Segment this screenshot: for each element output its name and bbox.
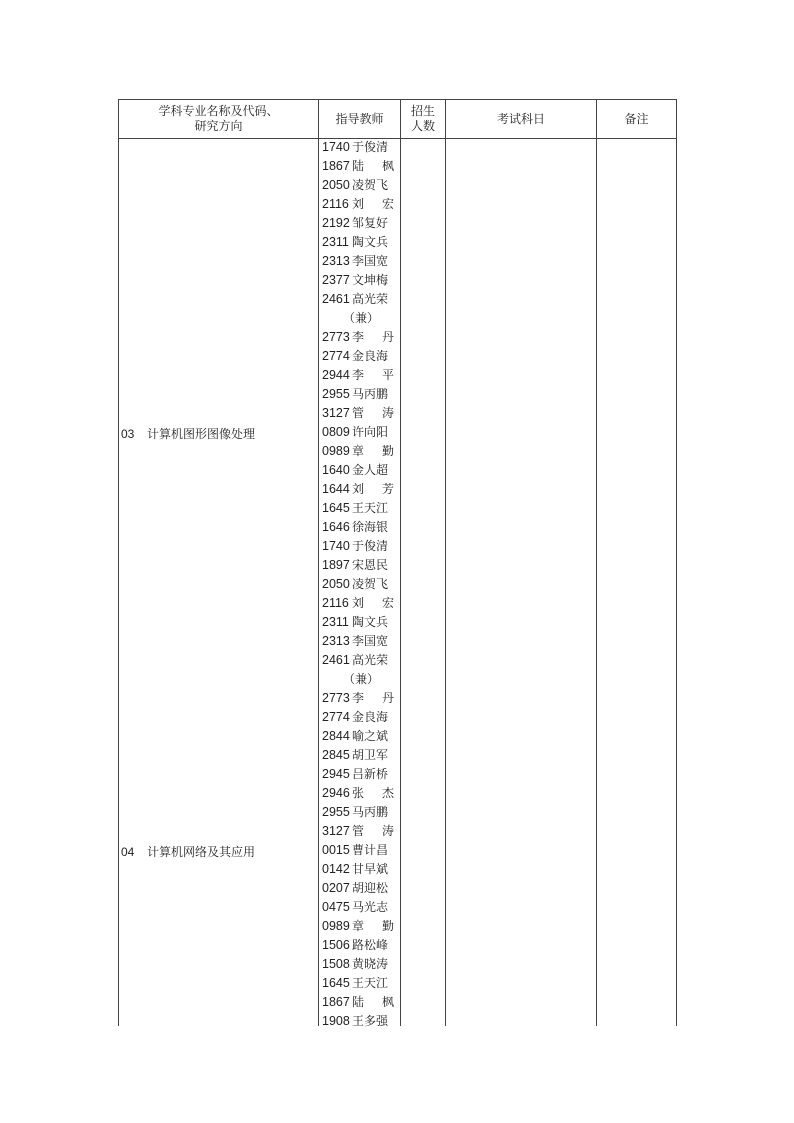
advisor-code: 0015 xyxy=(322,843,350,857)
advisor-entry xyxy=(322,176,394,195)
table-border-advisor xyxy=(318,99,319,1026)
advisor-entry xyxy=(322,347,394,366)
advisor-entry xyxy=(322,993,394,1012)
advisor-entry xyxy=(322,727,394,746)
advisor-code: 2050 xyxy=(322,178,350,192)
header-enroll-line1: 招生 xyxy=(410,104,435,118)
advisor-name: 章 勤 xyxy=(352,444,394,458)
advisor-code: 1740 xyxy=(322,539,350,553)
advisor-entry xyxy=(322,271,394,290)
advisor-name: 李 丹 xyxy=(352,691,394,705)
advisor-entry xyxy=(322,955,394,974)
advisor-name: 李 丹 xyxy=(352,330,394,344)
advisor-code: 2773 xyxy=(322,330,350,344)
advisor-entry xyxy=(322,385,394,404)
advisor-entry xyxy=(322,290,394,309)
header-advisor xyxy=(319,100,400,138)
advisor-code: 1867 xyxy=(322,159,350,173)
advisor-entry xyxy=(322,765,394,784)
header-row-divider xyxy=(118,138,676,139)
advisor-entry xyxy=(322,1012,394,1031)
advisor-name: 刘 宏 xyxy=(352,197,394,211)
advisor-entry xyxy=(322,784,394,803)
advisor-name: 李国宽 xyxy=(352,634,389,648)
advisor-name: 李国宽 xyxy=(352,254,389,268)
advisor-entry xyxy=(322,328,394,347)
advisor-name: 凌贺飞 xyxy=(352,178,389,192)
advisor-name: 张 杰 xyxy=(352,786,394,800)
advisor-name: 曹计昌 xyxy=(352,843,389,857)
advisor-name: 王多强 xyxy=(352,1014,389,1028)
advisor-name: 胡迎松 xyxy=(352,881,389,895)
advisor-code: 2116 xyxy=(322,596,349,610)
advisor-code: 2845 xyxy=(322,748,350,762)
advisor-entry xyxy=(322,556,394,575)
advisor-entry xyxy=(322,480,394,499)
advisor-name: 凌贺飞 xyxy=(352,577,389,591)
advisor-entry xyxy=(322,974,394,993)
advisor-code: 1508 xyxy=(322,957,350,971)
advisor-entry xyxy=(322,404,394,423)
advisor-code: 1897 xyxy=(322,558,350,572)
advisor-name: 管 涛 xyxy=(352,406,394,420)
advisor-code: 1908 xyxy=(322,1014,350,1028)
advisor-code: 0989 xyxy=(322,444,350,458)
advisor-entry xyxy=(322,214,394,233)
advisor-code: 0809 xyxy=(322,425,350,439)
advisor-code: 1740 xyxy=(322,140,350,154)
advisor-code: 2955 xyxy=(322,805,350,819)
advisor-code: 2461 xyxy=(322,292,350,306)
header-remarks xyxy=(597,100,676,138)
advisor-name: 李 平 xyxy=(352,368,394,382)
advisor-name: 王天江 xyxy=(352,501,389,515)
header-major-line1: 学科专业名称及代码、 xyxy=(158,104,279,118)
advisor-entry xyxy=(322,822,394,841)
advisor-entry xyxy=(322,803,394,822)
advisor-name: 邹复好 xyxy=(352,216,389,230)
advisor-code: 2945 xyxy=(322,767,350,781)
advisor-part-time-note: （兼） xyxy=(343,672,380,686)
header-advisor-label: 指导教师 xyxy=(335,111,384,126)
advisor-name: 金良海 xyxy=(352,349,389,363)
advisor-part-time-note: （兼） xyxy=(343,311,380,325)
advisor-code: 0142 xyxy=(322,862,350,876)
advisor-name: 王天江 xyxy=(352,976,389,990)
advisor-entry xyxy=(322,575,394,594)
advisor-entry xyxy=(322,708,394,727)
major-code: 03 xyxy=(121,427,135,441)
advisor-entry xyxy=(322,746,394,765)
advisor-code: 2844 xyxy=(322,729,350,743)
advisor-name: 马光志 xyxy=(352,900,389,914)
advisor-name: 许向阳 xyxy=(352,425,389,439)
advisor-name: 路松峰 xyxy=(352,938,389,952)
table-border-enroll xyxy=(400,99,401,1026)
advisor-entry xyxy=(322,157,394,176)
advisor-name: 金良海 xyxy=(352,710,389,724)
header-major-line2: 研究方向 xyxy=(194,119,243,133)
major-name: 计算机网络及其应用 xyxy=(147,845,256,859)
advisor-name: 文坤梅 xyxy=(352,273,389,287)
advisor-name: 刘 芳 xyxy=(352,482,394,496)
major-row xyxy=(121,844,255,860)
advisor-code: 2461 xyxy=(322,653,350,667)
advisor-name: 马丙鹏 xyxy=(352,805,389,819)
advisor-code: 2192 xyxy=(322,216,350,230)
advisor-code: 1646 xyxy=(322,520,350,534)
header-enroll-line2: 人数 xyxy=(410,119,435,133)
advisor-code: 2050 xyxy=(322,577,350,591)
advisor-entry xyxy=(322,499,394,518)
advisor-name: 于俊清 xyxy=(352,539,389,553)
advisor-name: 马丙鹏 xyxy=(352,387,389,401)
table-border-right xyxy=(676,99,677,1026)
advisor-code: 0207 xyxy=(322,881,350,895)
advisor-entry xyxy=(322,537,394,556)
advisor-entry xyxy=(322,366,394,385)
major-row xyxy=(121,426,255,442)
advisor-code: 2313 xyxy=(322,254,350,268)
advisor-entry xyxy=(322,689,394,708)
advisor-code: 0475 xyxy=(322,900,350,914)
advisor-entry xyxy=(322,518,394,537)
advisor-entry xyxy=(322,423,394,442)
advisor-entry xyxy=(322,917,394,936)
advisor-name: 宋恩民 xyxy=(352,558,389,572)
advisor-entry xyxy=(322,898,394,917)
advisor-entry xyxy=(322,613,394,632)
advisor-code: 1644 xyxy=(322,482,350,496)
advisor-code: 2377 xyxy=(322,273,350,287)
advisor-name: 陶文兵 xyxy=(352,235,389,249)
advisor-name: 陆 枫 xyxy=(352,159,394,173)
header-exam xyxy=(446,100,596,138)
major-code: 04 xyxy=(121,845,135,859)
advisor-name: 金人超 xyxy=(352,463,389,477)
advisor-entry xyxy=(322,632,394,651)
advisor-entry xyxy=(322,841,394,860)
advisor-code: 3127 xyxy=(322,406,350,420)
advisor-entry xyxy=(322,461,394,480)
advisor-code: 1867 xyxy=(322,995,350,1009)
advisor-code: 2311 xyxy=(322,615,349,629)
advisor-name: 于俊清 xyxy=(352,140,389,154)
advisor-entry xyxy=(322,651,394,670)
advisor-code: 2773 xyxy=(322,691,350,705)
advisor-entry xyxy=(322,442,394,461)
advisor-code: 2946 xyxy=(322,786,350,800)
advisor-name: 甘早斌 xyxy=(352,862,389,876)
advisor-name: 胡卫军 xyxy=(352,748,389,762)
advisor-code: 2774 xyxy=(322,349,350,363)
table-border-left xyxy=(118,99,119,1026)
advisor-name: 章 勤 xyxy=(352,919,394,933)
advisor-name: 刘 宏 xyxy=(352,596,394,610)
header-major xyxy=(119,100,318,138)
advisor-code: 2116 xyxy=(322,197,349,211)
header-remarks-label: 备注 xyxy=(624,111,649,126)
advisor-name: 管 涛 xyxy=(352,824,394,838)
advisor-code: 0989 xyxy=(322,919,350,933)
advisor-name: 陶文兵 xyxy=(352,615,389,629)
header-enroll xyxy=(401,100,445,138)
advisor-code: 2774 xyxy=(322,710,350,724)
advisor-name: 吕新桥 xyxy=(352,767,389,781)
advisor-entry xyxy=(322,879,394,898)
advisor-name: 高光荣 xyxy=(352,653,389,667)
advisor-code: 3127 xyxy=(322,824,350,838)
advisor-code: 2944 xyxy=(322,368,350,382)
advisor-code: 2311 xyxy=(322,235,349,249)
advisor-entry xyxy=(322,594,394,613)
advisor-entry xyxy=(322,860,394,879)
advisor-code: 1640 xyxy=(322,463,350,477)
advisor-code: 2313 xyxy=(322,634,350,648)
header-exam-label: 考试科日 xyxy=(496,111,545,126)
advisor-code: 1645 xyxy=(322,501,350,515)
advisor-name: 陆 枫 xyxy=(352,995,394,1009)
advisor-code: 2955 xyxy=(322,387,350,401)
advisor-name: 徐海银 xyxy=(352,520,389,534)
advisor-entry xyxy=(322,195,394,214)
table-border-exam xyxy=(445,99,446,1026)
advisor-entry xyxy=(322,233,394,252)
advisor-name: 黄晓涛 xyxy=(352,957,389,971)
table-border-remarks xyxy=(596,99,597,1026)
advisor-entry xyxy=(322,936,394,955)
advisor-entry xyxy=(322,138,394,157)
major-name: 计算机图形图像处理 xyxy=(147,427,256,441)
advisor-code: 1506 xyxy=(322,938,350,952)
advisor-code: 1645 xyxy=(322,976,350,990)
advisor-entry xyxy=(322,252,394,271)
advisor-name: 高光荣 xyxy=(352,292,389,306)
advisor-name: 喻之斌 xyxy=(352,729,389,743)
